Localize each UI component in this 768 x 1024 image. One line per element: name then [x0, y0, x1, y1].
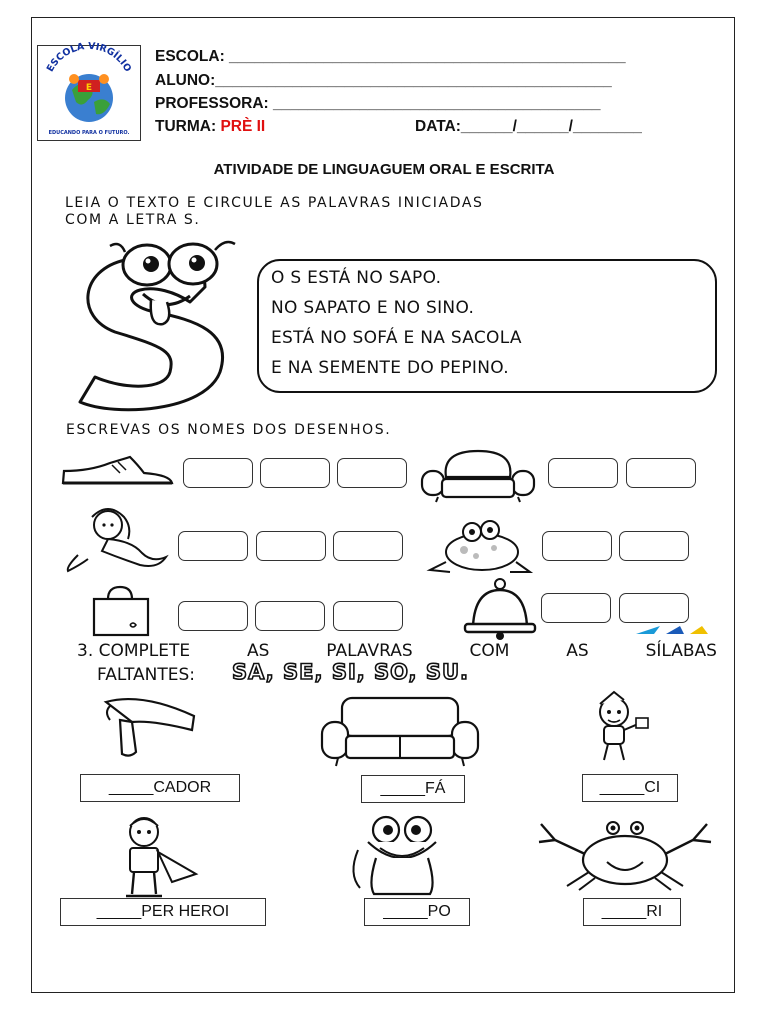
answer-box[interactable]	[333, 531, 403, 561]
word-box-ci[interactable]: _____CI	[582, 774, 678, 802]
svg-text:E: E	[85, 83, 93, 93]
word-box-po[interactable]: _____PO	[364, 898, 470, 926]
word-box-fa[interactable]: _____FÁ	[361, 775, 465, 803]
instruction-word: COM	[469, 641, 510, 661]
poem-line-1: O S ESTÁ NO SAPO.	[271, 268, 442, 288]
section1-instruction-line2: COM A LETRA S.	[65, 212, 201, 228]
mermaid-icon	[62, 507, 170, 573]
superhero-icon	[112, 812, 204, 898]
logo-name: ESCOLA VIRGÍLIO	[44, 40, 134, 74]
answer-box[interactable]	[619, 531, 689, 561]
decorative-marks-icon	[636, 624, 716, 636]
answer-box[interactable]	[178, 601, 248, 631]
answer-box[interactable]	[183, 458, 253, 488]
answer-box[interactable]	[542, 531, 612, 561]
bell-icon	[459, 578, 541, 642]
instruction-word: SÍLABAS	[645, 641, 717, 661]
crab-icon	[533, 818, 717, 890]
poem-line-4: E NA SEMENTE DO PEPINO.	[271, 358, 509, 378]
school-logo	[37, 40, 141, 141]
answer-box[interactable]	[619, 593, 689, 623]
sofa-icon	[320, 694, 480, 768]
word-box-cador[interactable]: _____CADOR	[80, 774, 240, 802]
circus-boy-icon	[578, 690, 658, 764]
answer-box[interactable]	[256, 531, 326, 561]
frog-icon	[346, 814, 458, 898]
aluno-field[interactable]: ALUNO:______________________________________________	[155, 72, 612, 89]
instruction-word: 3. COMPLETE	[77, 641, 191, 661]
word-box-ri[interactable]: _____RI	[583, 898, 681, 926]
bag-icon	[90, 585, 154, 637]
globe-icon	[38, 40, 140, 140]
answer-box[interactable]	[337, 458, 407, 488]
section1-instruction-line1: LEIA O TEXTO E CIRCULE AS PALAVRAS INICIADAS	[65, 195, 484, 211]
instruction-word: AS	[566, 641, 589, 661]
turma-field	[155, 118, 265, 136]
syllables-list: SA, SE, SI, SO, SU.	[232, 660, 469, 684]
word-box-per-heroi[interactable]: _____PER HEROI	[60, 898, 266, 926]
section3-instruction-line1	[77, 641, 717, 661]
data-field[interactable]: DATA:______/______/________	[415, 118, 642, 135]
section3-instruction-line2: FALTANTES:	[97, 665, 196, 685]
poem-line-2: NO SAPATO E NO SINO.	[271, 298, 475, 318]
svg-text:ESCOLA VIRGÍLIO	[45, 41, 133, 74]
hair-dryer-icon	[102, 692, 198, 758]
frog-icon	[424, 518, 534, 576]
armchair-icon	[418, 447, 538, 503]
answer-box[interactable]	[626, 458, 696, 488]
instruction-word: AS	[247, 641, 270, 661]
instruction-word: PALAVRAS	[326, 641, 413, 661]
letter-s-character-icon	[55, 232, 275, 412]
section2-instruction: ESCREVAS OS NOMES DOS DESENHOS.	[66, 422, 392, 438]
answer-box[interactable]	[548, 458, 618, 488]
activity-title: ATIVIDADE DE LINGUAGUEM ORAL E ESCRITA	[213, 161, 555, 178]
answer-box[interactable]	[541, 593, 611, 623]
answer-box[interactable]	[333, 601, 403, 631]
answer-box[interactable]	[255, 601, 325, 631]
poem-line-3: ESTÁ NO SOFÁ E NA SACOLA	[271, 328, 522, 348]
logo-motto: EDUCANDO PARA O FUTURO.	[48, 130, 130, 136]
professora-field[interactable]: PROFESSORA: ______________________________________	[155, 95, 601, 112]
answer-box[interactable]	[260, 458, 330, 488]
turma-value: PRÈ II	[220, 118, 266, 135]
answer-box[interactable]	[178, 531, 248, 561]
escola-field[interactable]: ESCOLA: ______________________________________________	[155, 48, 626, 65]
shoe-icon	[60, 453, 175, 487]
turma-label: TURMA:	[155, 118, 217, 135]
